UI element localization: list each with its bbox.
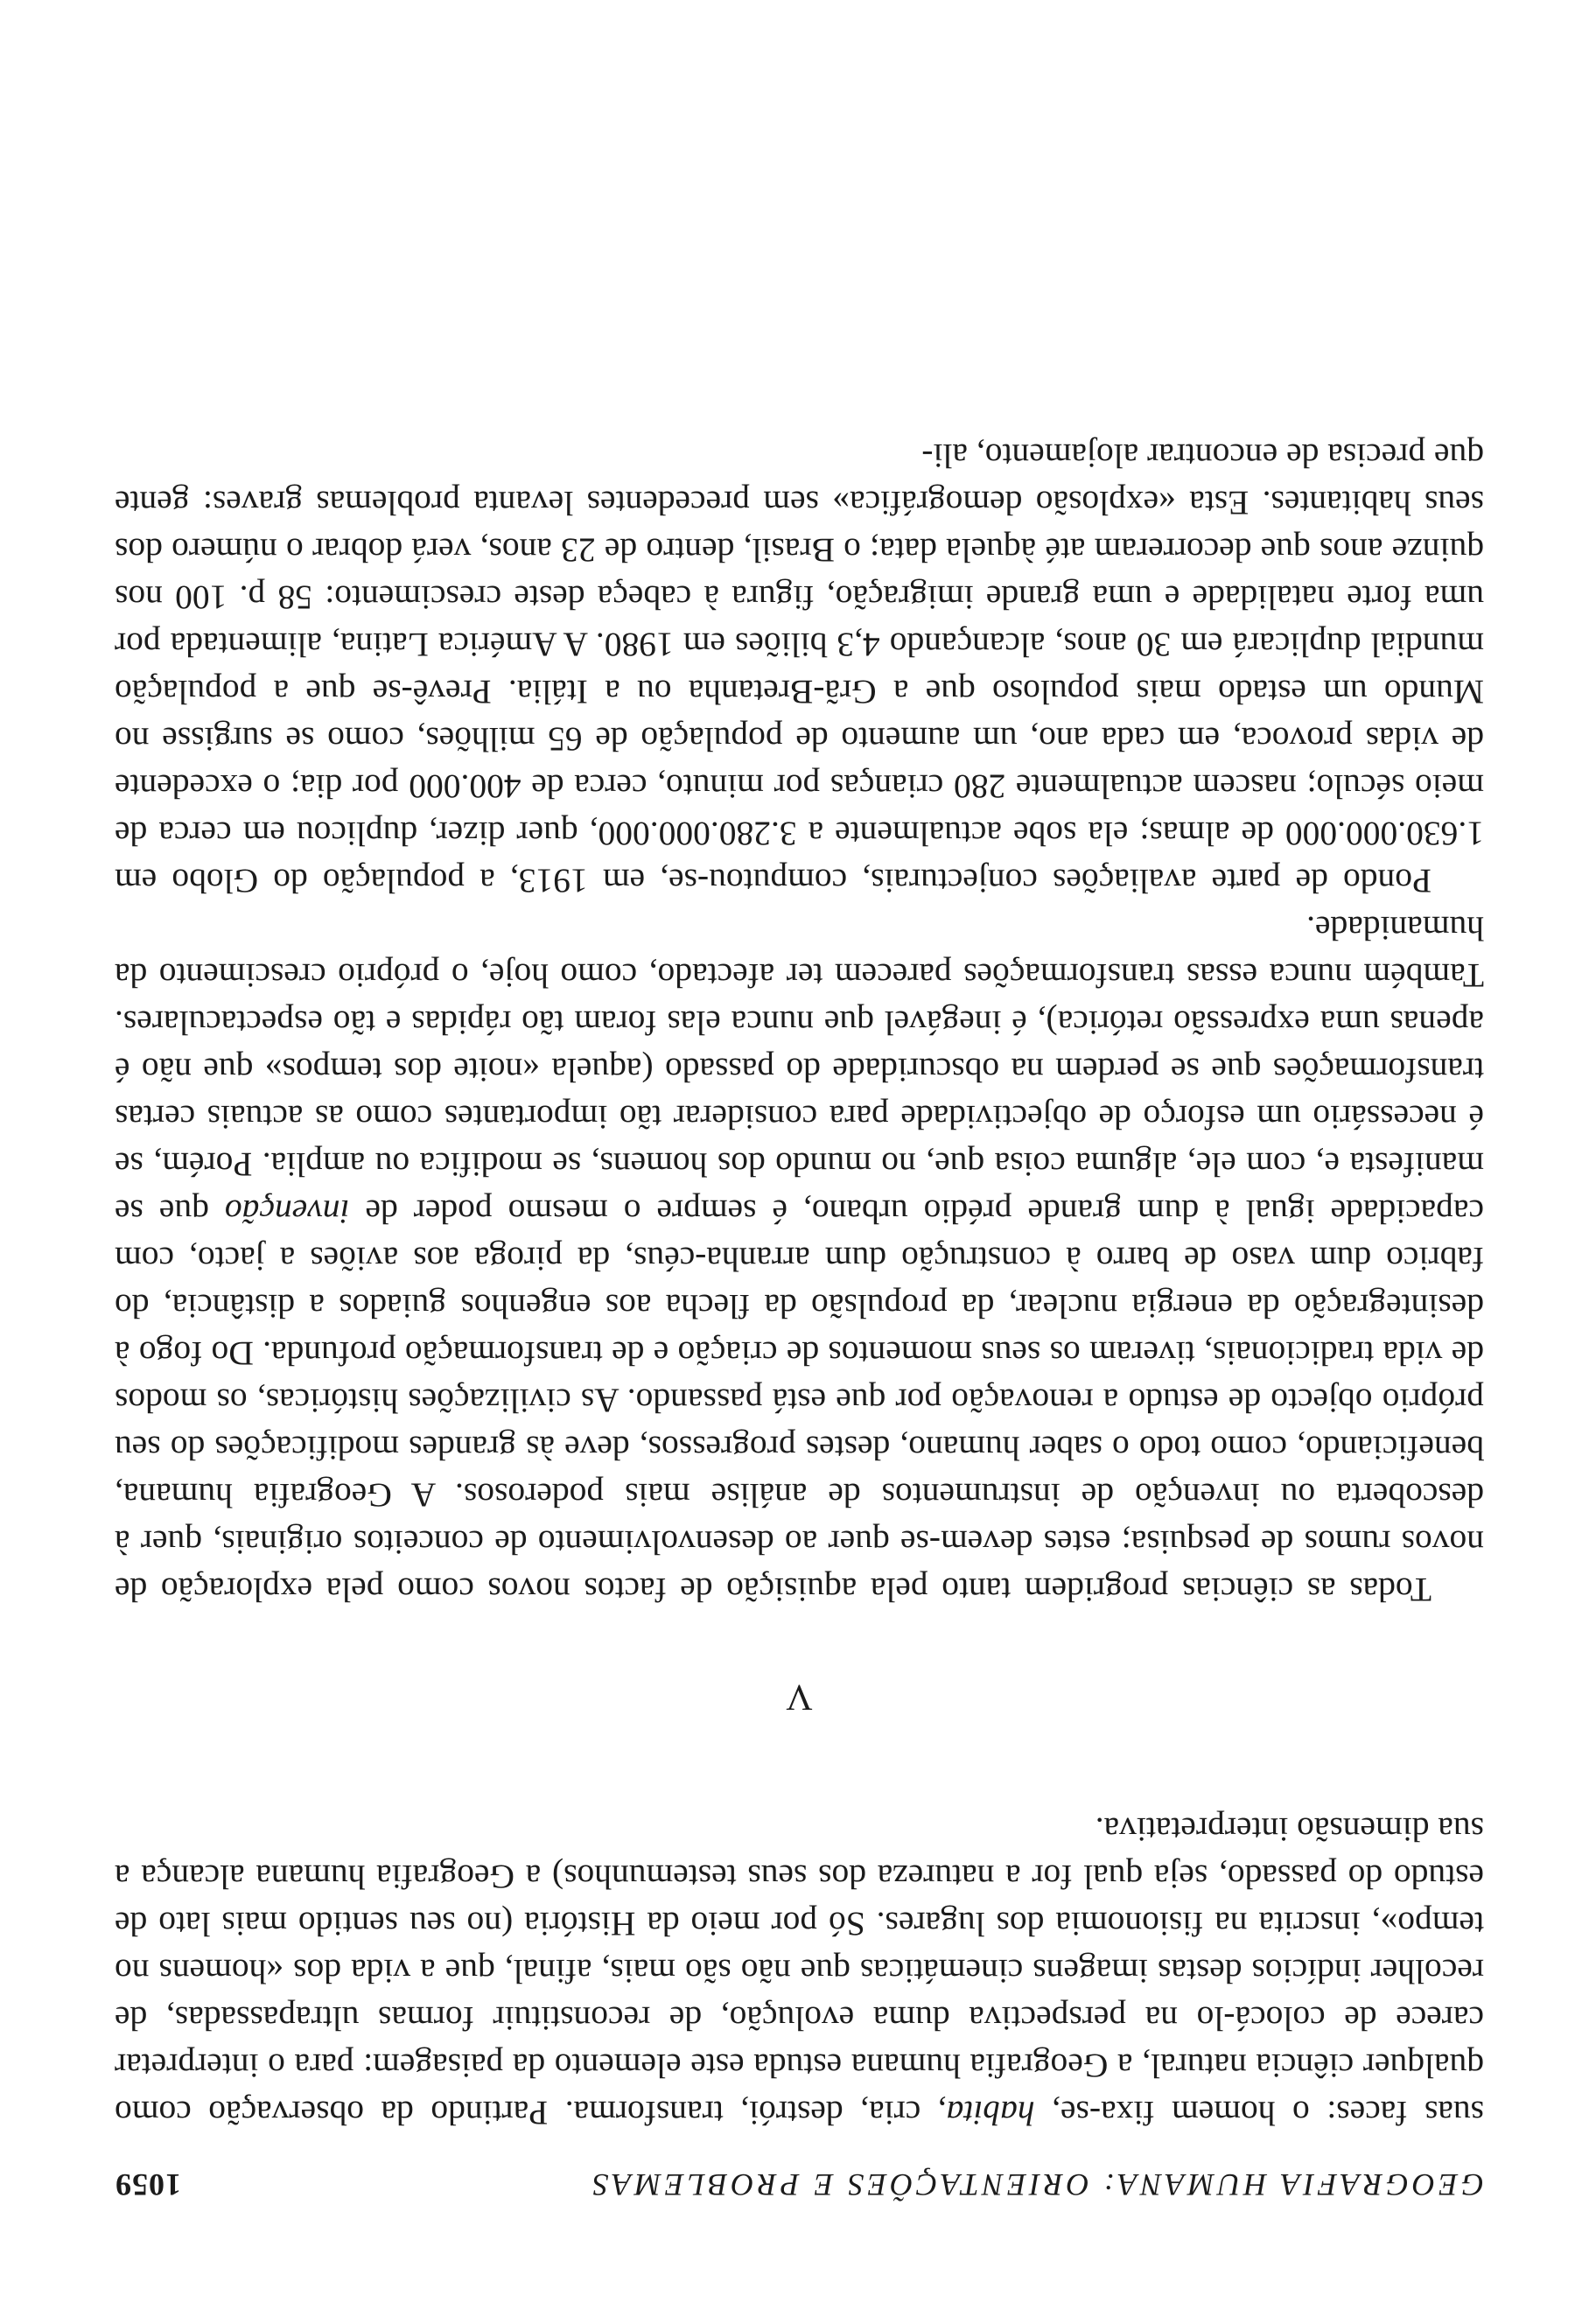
opening-paragraph (115, 1806, 1484, 2137)
text-run: , cria, destrói, transforma. Partindo da observação como qualquer ciência natural, a Geografia humana estuda este elemento da paisagem: para o interpretar carece de colocá-lo na perspectiva duma evolução, de reconstituir formas ultrapassadas, de recolher indícios destas imagens cinemáticas que não são mais, afinal, que a vida dos «homens no tempo», inscrita na fisionomia dos lugares. Só por meio da História (no seu sentido mais lato de estudo do passado, seja qual for a natureza dos seus testemunhos) a Geografia humana alcança a sua dimensão interpretativa. (115, 1810, 1484, 2132)
emphasis-invencao: invenção (224, 1193, 350, 1231)
running-header (115, 2166, 1484, 2203)
book-page (115, 432, 1484, 2203)
section-paragraph-2: Pondo de parte avaliações conjecturais, computou-se, em 1913, a população do Globo em 1.630.000.000 de almas; ela sobe actualmente a 3.280.000.000, quer dizer, duplicou em cerca de meio século; nascem actualmente 280 crianças por minuto, cerca de 400.000 por dia; o excedente de vidas provoca, em cada ano, um aumento de população de 65 milhões, como se surgisse no Mundo um estado mais populoso que a Grã-Bretanha ou a Itália. Prevê-se que a população mundial duplicará em 30 anos, alcançando 4,3 biliões em 1980. A América Latina, alimentada por uma forte natalidade e uma grande imigração, figura à cabeça deste crescimento: 58 p. 100 nos quinze anos que decorreram até àquela data; o Brasil, dentro de 23 anos, verá dobrar o número dos seus habitantes. Esta «explosão demográfica» sem precedentes levanta problemas graves: gente que precisa de encontrar alojamento, ali- (115, 437, 1484, 900)
running-title: GEOGRAFIA HUMANA: ORIENTAÇÕES E PROBLEMAS (589, 2167, 1484, 2202)
text-run: que se manifesta e, com ele, alguma coisa que, no mundo dos homens, se modifica ou amplia. Porém, se é necessário um esforço de objectividade para considerar tão importantes como as actuais certas transformações que se perdem na obscuridade do passado (aquela «noite dos tempos» que não é apenas uma expressão retórica), é inegável que nunca elas foram tão rápidas e tão espectaculares. Também nunca essas transformações parecem ter afectado, como hoje, o próprio crescimento da humanidade. (115, 909, 1484, 1231)
emphasis-habita: habita (946, 2094, 1035, 2132)
text-run: Todas as ciências progridem tanto pela aquisição de factos novos como pela exploração de novos rumos de pesquisa; estes devem-se quer ao desenvolvimento de conceitos originais, quer à descoberta ou invenção de instrumentos de análise mais poderosos. A Geografia humana, beneficiando, como todo o saber humano, destes progressos, deve às grandes modificações do seu próprio objecto de estudo a renovação por que está passando. As civilizações históricas, os modos de vida tradicionais, tiveram os seus momentos de criação e de transformação profunda. Do fogo à desintegração da energia nuclear, da propulsão da flecha aos engenhos guiados a distância, do fabrico dum vaso de barro à construção dum arranha-céus, da piroga aos aviões a jacto, com capacidade igual à dum grande prédio urbano, é sempre o mesmo poder de (115, 1193, 1484, 1609)
section-paragraph-1 (115, 905, 1484, 1614)
section-heading: V (786, 1676, 813, 1717)
page-number: 1059 (115, 2167, 181, 2202)
text-run: suas faces: o homem fixa-se, (1034, 2094, 1484, 2132)
